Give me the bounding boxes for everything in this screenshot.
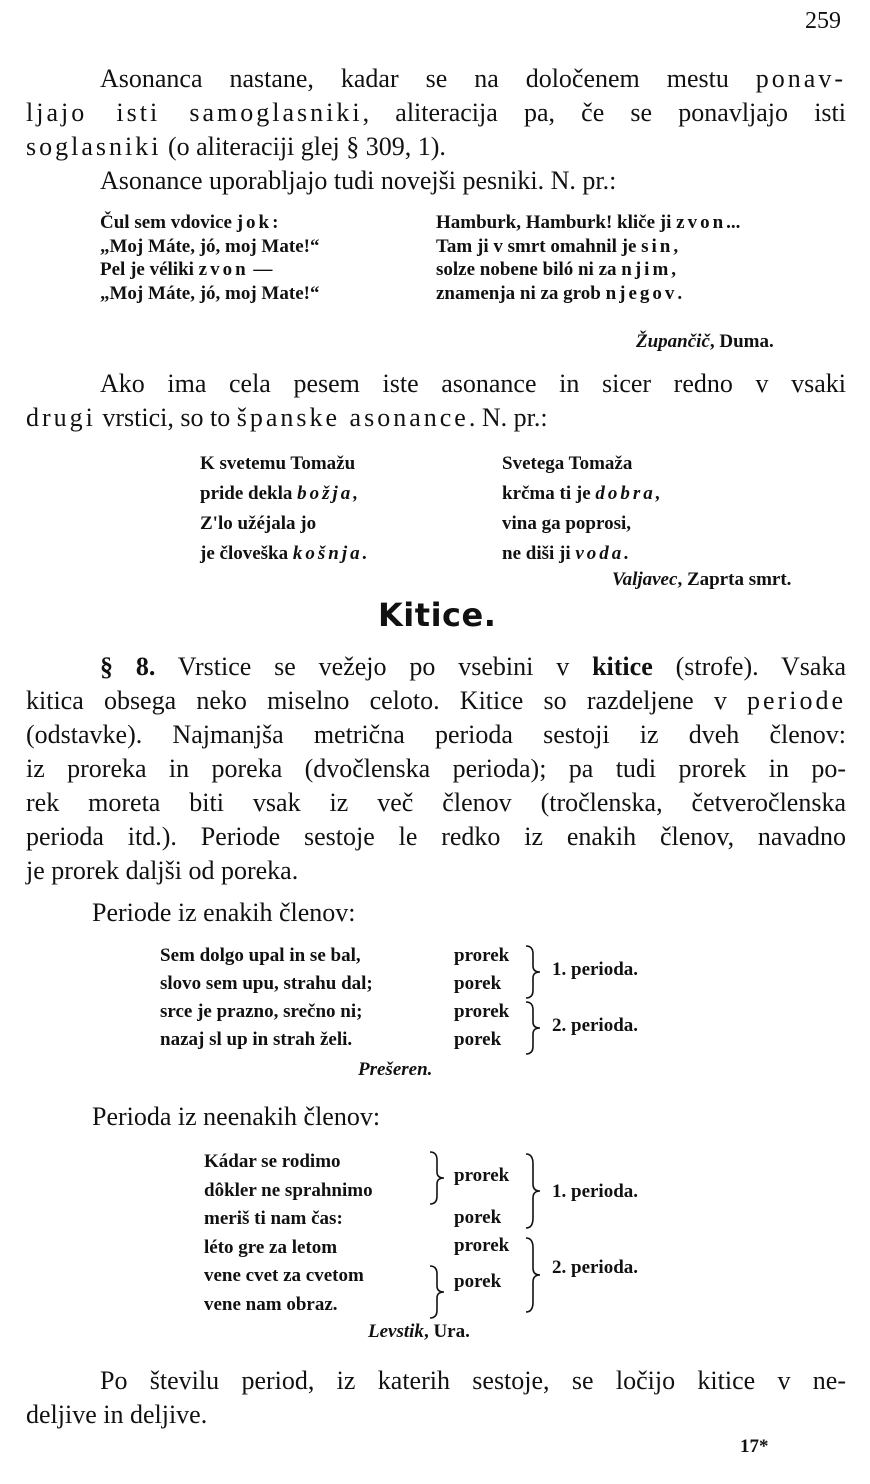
brace-icon: [428, 1264, 446, 1320]
poem-line: krčma ti je dobra,: [502, 483, 664, 504]
member-label: porek: [454, 1029, 502, 1050]
verse-line: srce je prazno, srečno ni;: [160, 1001, 363, 1022]
text: vrstici, so to: [95, 403, 237, 432]
example-lines: [204, 1148, 373, 1319]
section-heading: Kitice.: [378, 596, 497, 634]
poem-line: K svetemu Tomažu: [200, 453, 356, 474]
page-number: 259: [805, 8, 841, 34]
work-title: , Ura.: [423, 1321, 470, 1342]
verse-line: slovo sem upu, strahu dal;: [160, 973, 373, 994]
verse-line: nazaj sl up in strah želi.: [160, 1029, 353, 1050]
poem-line: znamenja ni za grob njegov.: [436, 282, 683, 304]
poem-line: pride dekla božja,: [200, 483, 362, 504]
member-label: porek: [454, 1271, 502, 1292]
author: Levstik: [368, 1321, 424, 1342]
spaced-text: ponav-: [755, 64, 846, 93]
poem-line: Hamburk, Hamburk! kliče ji zvon...: [436, 212, 741, 233]
brace-icon: [428, 1150, 446, 1206]
term: kitice: [592, 652, 653, 681]
paragraph-line: Asonance uporabljajo tudi novejši pesniki. N. pr.:: [100, 166, 617, 195]
paragraph-line: rek moreta biti vsak iz več členov (tročlenska, četveročlenska: [26, 788, 846, 817]
paragraph-line: § 8. Vrstice se vežejo po vsebini v kitice (strofe). Vsaka: [100, 652, 847, 681]
paragraph-line: Ako ima cela pesem iste asonance in sicer redno v vsaki: [100, 369, 846, 398]
spaced-text: periode: [747, 686, 846, 715]
author: Prešeren.: [358, 1059, 433, 1080]
period-label: 1. perioda.: [552, 1181, 639, 1202]
verse-line: léto gre za letom: [204, 1236, 338, 1258]
paragraph-line: [26, 96, 846, 130]
poem-line: „Moj Máte, jó, moj Mate!“: [100, 282, 320, 304]
poem-right-column: [502, 449, 664, 569]
brace-icon: [524, 1000, 542, 1056]
verse-line: dôkler ne sprahnimo: [204, 1179, 373, 1201]
member-label: prorek: [454, 1001, 510, 1022]
paragraph-line: iz proreka in poreka (dvočlenska perioda); pa tudi prorek in po-: [26, 754, 846, 783]
poem-line: vina ga poprosi,: [502, 513, 631, 534]
member-label: prorek: [454, 1165, 510, 1186]
paragraph-line: kitica obsega neko miselno celoto. Kitice so razdeljene v periode: [26, 686, 846, 715]
text: . N. pr.:: [468, 403, 548, 432]
author: Valjavec: [612, 569, 678, 590]
work-title: , Duma.: [709, 331, 774, 352]
verse-line: Sem dolgo upal in se bal,: [160, 945, 361, 966]
poem-attribution: [612, 568, 791, 592]
poem-line: je človeška košnja.: [200, 543, 371, 564]
brace-icon: [524, 944, 542, 1000]
poem-line: ne diši ji voda.: [502, 543, 633, 564]
section-number: § 8.: [100, 652, 156, 681]
paragraph-line: je prorek daljši od poreka.: [26, 856, 299, 885]
poem-line: Pel je véliki zvon —: [100, 259, 273, 280]
paragraph-line: (odstavke). Najmanjša metrična perioda sestoji iz dveh členov:: [26, 720, 846, 749]
verse-line: meriš ti nam čas:: [204, 1208, 343, 1229]
poem-attribution: [636, 330, 774, 354]
text: Asonanca nastane, kadar se na določenem mestu: [100, 64, 756, 93]
member-label: prorek: [454, 1235, 510, 1256]
text: (o aliteraciji glej § 309, 1).: [161, 132, 446, 161]
poem-left-column: [200, 449, 370, 569]
spaced-text: španske asonance: [236, 403, 469, 432]
example-intro: Periode iz enakih členov:: [92, 898, 356, 927]
poem-line: Svetega Tomaža: [502, 453, 633, 474]
period-label: 2. perioda.: [552, 1015, 639, 1036]
text: , aliteracija pa, če se ponavljajo isti: [362, 98, 847, 127]
poem-line: Čul sem vdovice jok:: [100, 212, 279, 233]
poem-line: Z'lo užéjala jo: [200, 513, 317, 534]
poem-line: „Moj Máte, jó, moj Mate!“: [100, 235, 320, 257]
poem-line: solze nobene biló ni za njim,: [436, 259, 677, 280]
spaced-text: ljajo isti samoglasniki: [26, 98, 363, 127]
paragraph-line: deljive in deljive.: [26, 1400, 208, 1429]
work-title: , Zaprta smrt.: [677, 569, 792, 590]
brace-icon: [524, 1152, 542, 1230]
signature-mark: 17*: [740, 1436, 769, 1457]
poem-line: Tam ji v smrt omahnil je sin,: [436, 235, 679, 257]
example-labels: [454, 942, 509, 1054]
poem-right-column: [436, 211, 740, 305]
paragraph-line: [26, 401, 548, 435]
author: Župančič: [636, 331, 710, 352]
example-intro: Perioda iz neenakih členov:: [92, 1102, 381, 1131]
poem-left-column: [100, 211, 319, 305]
member-label: porek: [454, 973, 502, 994]
example-lines: [160, 942, 373, 1054]
verse-line: vene nam obraz.: [204, 1293, 338, 1315]
spaced-text: drugi: [26, 403, 96, 432]
verse-line: vene cvet za cvetom: [204, 1265, 364, 1286]
paragraph-line: [26, 130, 446, 164]
period-label: 1. perioda.: [552, 959, 639, 980]
period-label: 2. perioda.: [552, 1257, 639, 1278]
paragraph-line: perioda itd.). Periode sestoje le redko iz enakih členov, navadno: [26, 822, 846, 851]
poem-attribution: [368, 1320, 470, 1344]
member-label: porek: [454, 1207, 502, 1228]
paragraph-line: [100, 62, 846, 96]
brace-icon: [524, 1236, 542, 1314]
verse-line: Kádar se rodimo: [204, 1151, 341, 1172]
member-label: prorek: [454, 945, 510, 966]
paragraph-line: Po številu period, iz katerih sestoje, se ločijo kitice v ne-: [100, 1366, 846, 1395]
spaced-text: soglasniki: [26, 132, 162, 161]
